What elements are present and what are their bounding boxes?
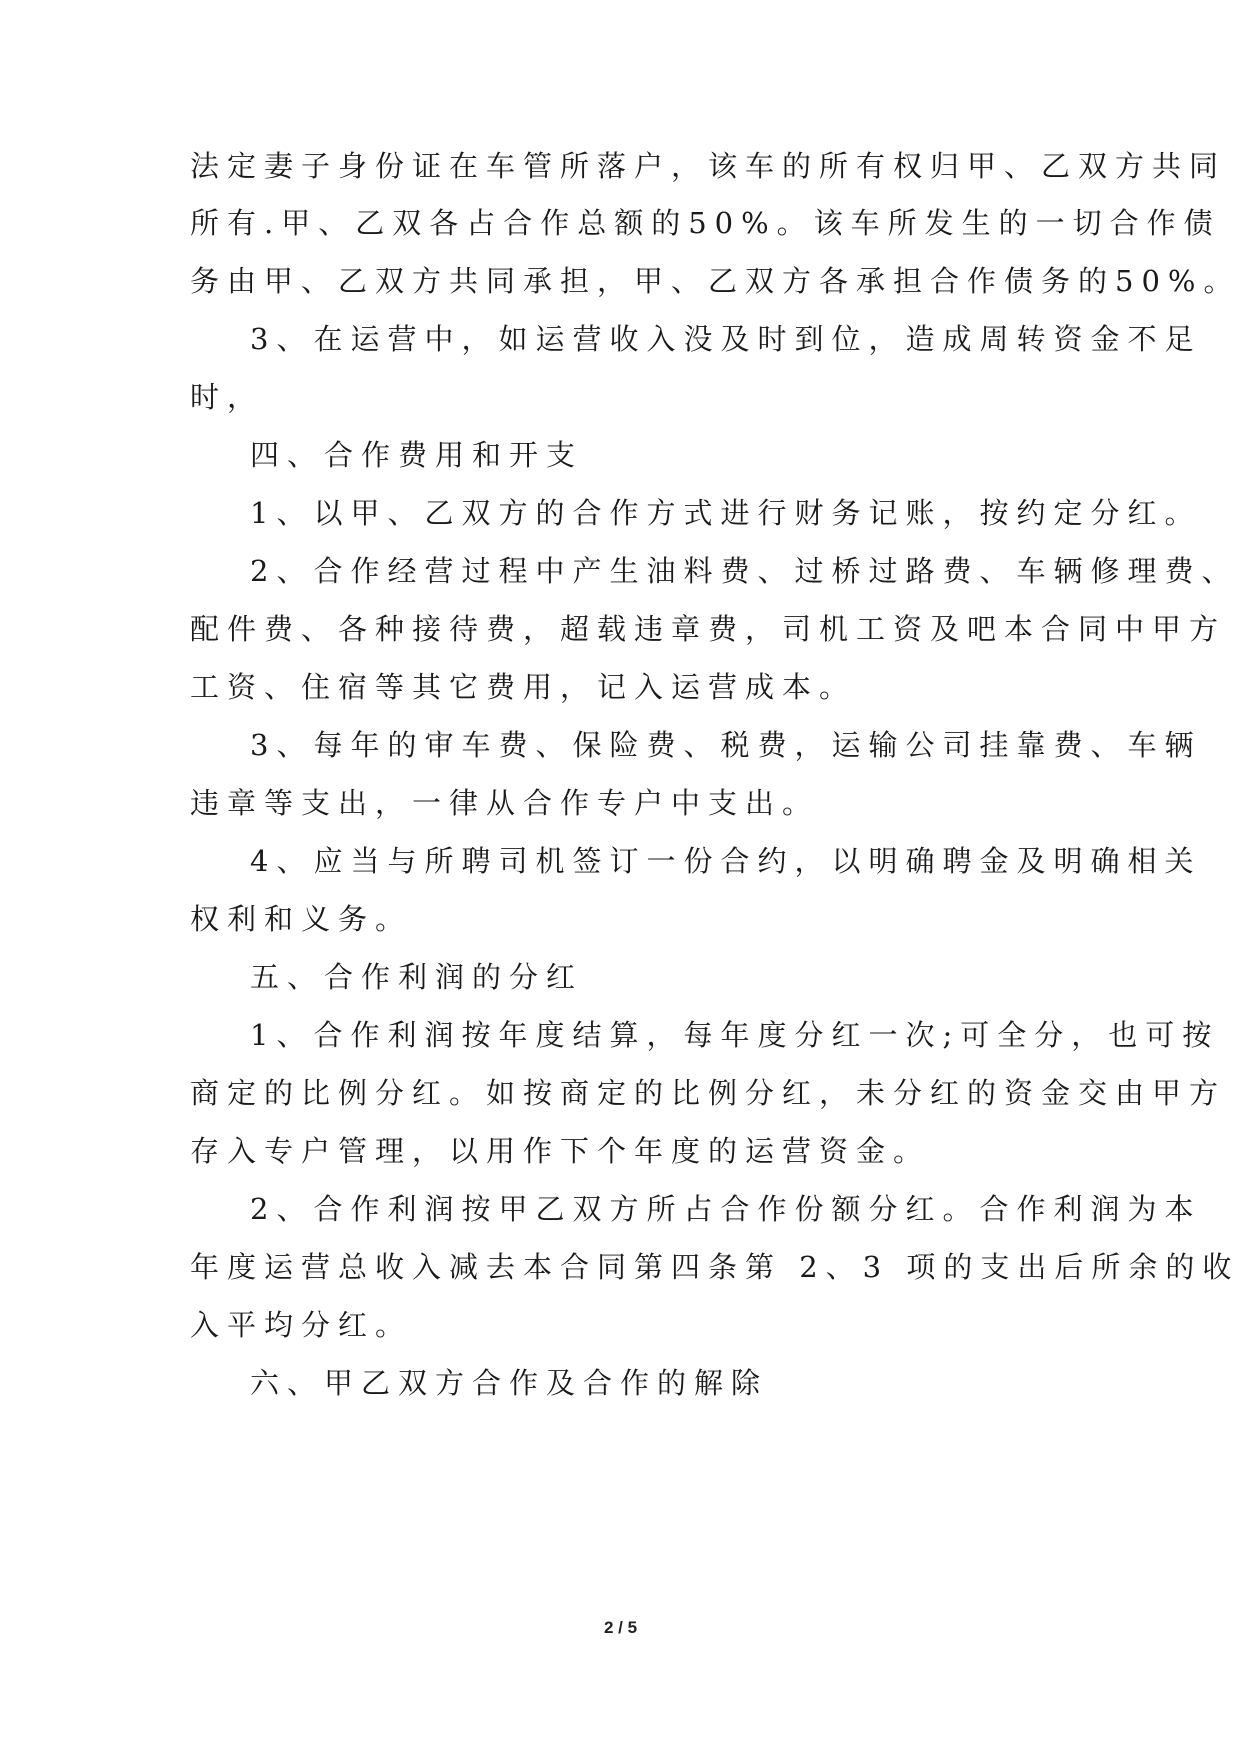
text-line: 所有.甲、乙双各占合作总额的50%。该车所发生的一切合作债	[190, 206, 1221, 240]
text-line: 3、在运营中，如运营收入没及时到位，造成周转资金不足	[250, 322, 1202, 356]
text-line: 入平均分红。	[190, 1308, 413, 1342]
section-heading: 四、合作费用和开支	[250, 438, 584, 472]
text-line: 存入专户管理，以用作下个年度的运营资金。	[190, 1134, 931, 1168]
text-line: 年度运营总收入减去本合同第四条第 2、3 项的支出后所余的收	[190, 1250, 1240, 1284]
section-heading: 五、合作利润的分红	[250, 960, 584, 994]
text-line: 1、合作利润按年度结算，每年度分红一次;可全分，也可按	[250, 1018, 1220, 1052]
text-line: 3、每年的审车费、保险费、税费，运输公司挂靠费、车辆	[250, 728, 1202, 762]
text-line: 配件费、各种接待费，超载违章费，司机工资及吧本合同中甲方	[190, 612, 1227, 646]
section-heading: 六、甲乙双方合作及合作的解除	[250, 1366, 769, 1400]
text-line: 权利和义务。	[190, 902, 413, 936]
page-number: 2 / 5	[603, 1618, 638, 1637]
text-line: 时，	[190, 380, 265, 414]
text-line: 违章等支出，一律从合作专户中支出。	[190, 786, 820, 820]
text-line: 2、合作利润按甲乙双方所占合作份额分红。合作利润为本	[250, 1192, 1202, 1226]
text-line: 工资、住宿等其它费用，记入运营成本。	[190, 670, 857, 704]
text-line: 务由甲、乙双方共同承担，甲、乙双方各承担合作债务的50%。	[190, 264, 1241, 298]
text-line: 1、以甲、乙双方的合作方式进行财务记账，按约定分红。	[250, 496, 1202, 530]
text-line: 4、应当与所聘司机签订一份合约，以明确聘金及明确相关	[250, 844, 1202, 878]
text-line: 商定的比例分红。如按商定的比例分红，未分红的资金交由甲方	[190, 1076, 1227, 1110]
text-line: 法定妻子身份证在车管所落户，该车的所有权归甲、乙双方共同	[190, 149, 1227, 183]
text-line: 2、合作经营过程中产生油料费、过桥过路费、车辆修理费、	[250, 554, 1239, 588]
